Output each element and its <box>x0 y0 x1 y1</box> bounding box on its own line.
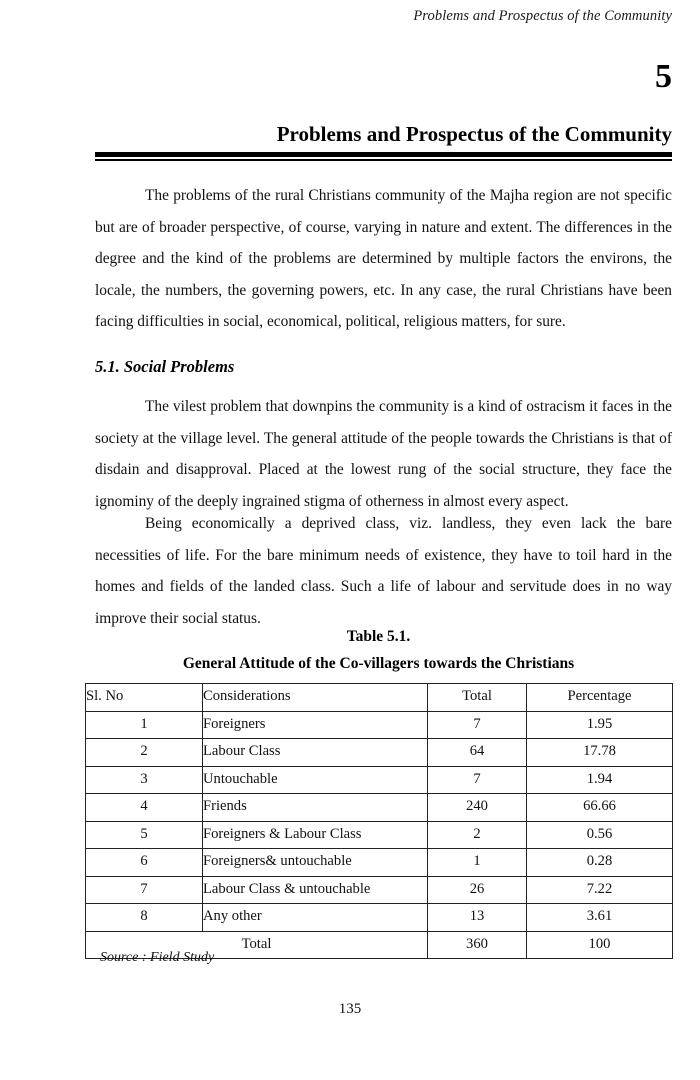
table-row <box>86 739 673 767</box>
cell-consideration: Foreigners <box>203 711 428 739</box>
chapter-title: Problems and Prospectus of the Community <box>276 122 672 146</box>
cell-consideration: Foreigners & Labour Class <box>203 821 428 849</box>
paragraph-social-2-container <box>95 508 672 634</box>
section-heading-social-problems: 5.1. Social Problems <box>95 357 235 376</box>
cell-percentage: 17.78 <box>527 739 673 767</box>
table-row <box>86 794 673 822</box>
table-row <box>86 849 673 877</box>
table-header-row <box>86 684 673 712</box>
table-row <box>86 904 673 932</box>
cell-percentage: 1.94 <box>527 766 673 794</box>
cell-total: 2 <box>428 821 527 849</box>
cell-sl-no: 8 <box>86 904 203 932</box>
cell-consideration: Untouchable <box>203 766 428 794</box>
cell-percentage: 0.28 <box>527 849 673 877</box>
cell-percentage: 0.56 <box>527 821 673 849</box>
table-row <box>86 711 673 739</box>
cell-consideration: Any other <box>203 904 428 932</box>
paragraph-social-1: The vilest problem that downpins the community is a kind of ostracism it faces in the society at the village level. The general attitude of the people towards the Christians is that of disdain and disapproval. Placed at the lowest rung of the social structure, they face the ignominy of the deeply ingrained stigma of otherness in almost every aspect. <box>95 398 672 510</box>
column-header-considerations: Considerations <box>203 684 428 712</box>
table-caption-title: General Attitude of the Co-villagers towards the Christians <box>182 655 575 672</box>
cell-total: 26 <box>428 876 527 904</box>
cell-sl-no: 2 <box>86 739 203 767</box>
table-row <box>86 821 673 849</box>
cell-percentage: 66.66 <box>527 794 673 822</box>
cell-total: 1 <box>428 849 527 877</box>
cell-sl-no: 1 <box>86 711 203 739</box>
paragraph-social-2: Being economically a deprived class, viz. landless, they even lack the bare necessities of life. For the bare minimum needs of existence, they have to toil hard in the homes and fields of the landed class. Such a life of labour and servitude does in no way improve their social status. <box>95 515 672 627</box>
rule-thin <box>95 159 672 161</box>
cell-percentage: 7.22 <box>527 876 673 904</box>
cell-total-sum: 360 <box>428 931 527 959</box>
cell-total-label: Total <box>86 931 428 959</box>
cell-total: 240 <box>428 794 527 822</box>
page-number: 135 <box>338 1001 362 1017</box>
table-container <box>85 683 672 959</box>
paragraph-intro: The problems of the rural Christians community of the Majha region are not specific but are of broader perspective, of course, varying in nature and extent. The differences in the degree and the kind of the problems are determined by multiple factors the environs, the locale, the numbers, the governing powers, etc. In any case, the rural Christians have been facing difficulties in social, economical, political, religious matters, for sure. <box>95 187 672 331</box>
cell-sl-no: 6 <box>86 849 203 877</box>
paragraph-intro-container <box>95 180 672 338</box>
table-row <box>86 766 673 794</box>
cell-total: 64 <box>428 739 527 767</box>
column-header-sl-no: Sl. No <box>86 684 203 712</box>
column-header-percentage: Percentage <box>527 684 673 712</box>
table-row <box>86 876 673 904</box>
cell-consideration: Labour Class <box>203 739 428 767</box>
cell-consideration: Friends <box>203 794 428 822</box>
table-source-note: Source : Field Study <box>100 950 215 965</box>
cell-total: 7 <box>428 766 527 794</box>
running-head: Problems and Prospectus of the Community <box>413 8 672 24</box>
cell-sl-no: 3 <box>86 766 203 794</box>
cell-consideration: Labour Class & untouchable <box>203 876 428 904</box>
cell-sl-no: 4 <box>86 794 203 822</box>
column-header-total: Total <box>428 684 527 712</box>
cell-total-percentage: 100 <box>527 931 673 959</box>
paragraph-social-1-container <box>95 391 672 517</box>
cell-percentage: 3.61 <box>527 904 673 932</box>
cell-total: 7 <box>428 711 527 739</box>
cell-consideration: Foreigners& untouchable <box>203 849 428 877</box>
chapter-number: 5 <box>655 58 672 95</box>
cell-total: 13 <box>428 904 527 932</box>
title-double-rule <box>95 152 672 161</box>
table-caption-number: Table 5.1. <box>346 628 411 645</box>
cell-percentage: 1.95 <box>527 711 673 739</box>
cell-sl-no: 5 <box>86 821 203 849</box>
cell-sl-no: 7 <box>86 876 203 904</box>
attitude-table <box>85 683 673 959</box>
